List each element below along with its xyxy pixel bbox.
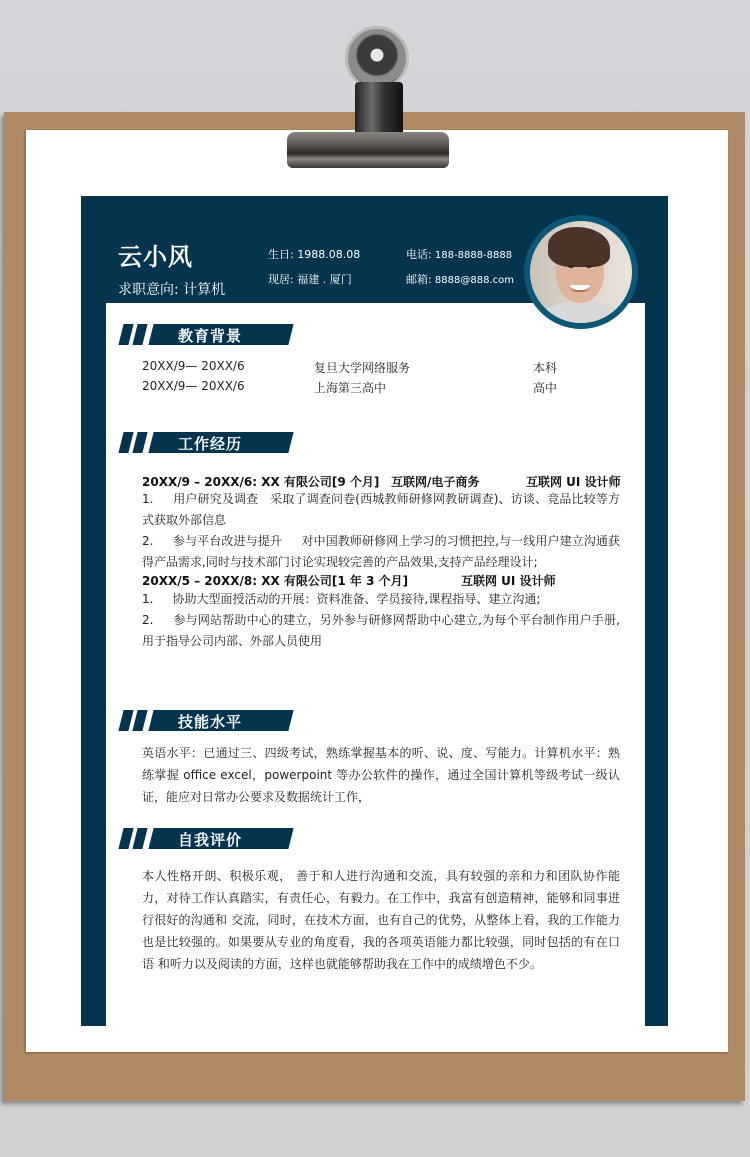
stripe-icon — [118, 324, 133, 345]
edu-degree: 高中 — [533, 381, 558, 395]
stripe-icon — [132, 710, 147, 731]
stripe-icon — [132, 828, 147, 849]
stripe-icon — [118, 828, 133, 849]
edu-period: 20XX/9— 20XX/6 — [142, 359, 245, 373]
job-item: 1. 协助大型面授活动的开展：资料准备、学员接待,课程指导、建立沟通; — [142, 592, 541, 606]
phone-value: 188-8888-8888 — [434, 250, 513, 261]
edu-school: 复旦大学网络服务 — [314, 361, 411, 375]
email-field — [406, 271, 514, 287]
section-title: 教育背景 — [178, 327, 243, 345]
section-header-skills — [118, 710, 294, 731]
job-heading: 20XX/9 – 20XX/6: XX 有限公司[9 个月] — [142, 475, 380, 489]
section-header-work — [118, 432, 294, 453]
edu-school: 上海第三高中 — [314, 381, 387, 395]
section-title: 自我评价 — [178, 831, 243, 849]
avatar-eye — [568, 265, 574, 268]
phone-label: 电话: — [406, 248, 432, 261]
section-title: 工作经历 — [178, 435, 243, 453]
section-title: 技能水平 — [178, 713, 243, 731]
stripe-icon — [132, 432, 147, 453]
job-role: 互联网 UI 设计师 — [526, 475, 621, 489]
job-industry: 互联网/电子商务 — [391, 475, 480, 489]
birthday-value: 1988.08.08 — [297, 248, 361, 261]
section-header-education — [118, 324, 294, 345]
email-value: 8888@888.com — [434, 275, 514, 286]
avatar-photo — [530, 221, 632, 323]
section-header-self — [118, 828, 294, 849]
edu-period: 20XX/9— 20XX/6 — [142, 379, 245, 393]
email-label: 邮箱: — [406, 273, 432, 286]
avatar-shirt — [538, 301, 626, 323]
stripe-icon — [118, 432, 133, 453]
avatar-eye — [586, 265, 592, 268]
clip-bar — [287, 132, 449, 168]
candidate-name: 云小风 — [118, 243, 193, 271]
edu-degree: 本科 — [533, 361, 558, 375]
binder-clip-icon — [299, 26, 461, 170]
self-evaluation-text: 本人性格开朗、积极乐观， 善于和人进行沟通和交流，具有较强的亲和力和团队协作能力，对待工作认真踏实，有责任心，有毅力。在工作中，我富有创造精神，能够和同事进行很好的沟通和 交流，同时，在技术方面，也有自己的优势，从整体上看，我的工作能力也是比较强的。如果要从专业的角度看，我的各项英语能力都比较强，同时包括的有在口语 和听力以及阅读的方面，这样也就能够帮助我在工作中的成绩增色不少。 — [142, 869, 620, 971]
job-item: 2. 参与平台改进与提升 对中国教师研修网上学习的习惯把控,与一线用户建立沟通获得产品需求,同时与技术部门讨论实现较完善的产品效果,支持产品经理设计; — [142, 534, 620, 569]
stripe-icon — [118, 710, 133, 731]
birthday-label: 生日: — [268, 248, 294, 261]
job-role: 互联网 UI 设计师 — [461, 574, 556, 588]
job-heading: 20XX/5 – 20XX/8: XX 有限公司[1 年 3 个月] — [142, 574, 409, 588]
skills-text: 英语水平：已通过三、四级考试，熟练掌握基本的听、说、度、写能力。计算机水平：熟练掌握 office excel，powerpoint 等办公软件的操作，通过全国计算机等级考试一级认证，能应对日常办公要求及数据统计工作， — [142, 746, 620, 804]
residence-label: 现居: — [268, 273, 294, 286]
job-intent: 求职意向: 计算机 — [118, 282, 226, 298]
birthday-field — [268, 246, 360, 262]
stripe-icon — [132, 324, 147, 345]
avatar — [524, 215, 638, 329]
clip-ring — [345, 26, 409, 90]
job-item: 1. 用户研究及调查 采取了调查问卷(西城教师研修网教研调查)、访谈、竞品比较等方式获取外部信息 — [142, 492, 620, 527]
phone-field — [406, 246, 512, 262]
avatar-hair — [548, 227, 610, 267]
residence-field — [268, 271, 352, 287]
job-item: 2. 参与网站帮助中心的建立，另外参与研修网帮助中心建立,为每个平台制作用户手册,用于指导公司内部、外部人员使用 — [142, 613, 620, 648]
residence-value: 福建 . 厦门 — [297, 273, 352, 286]
